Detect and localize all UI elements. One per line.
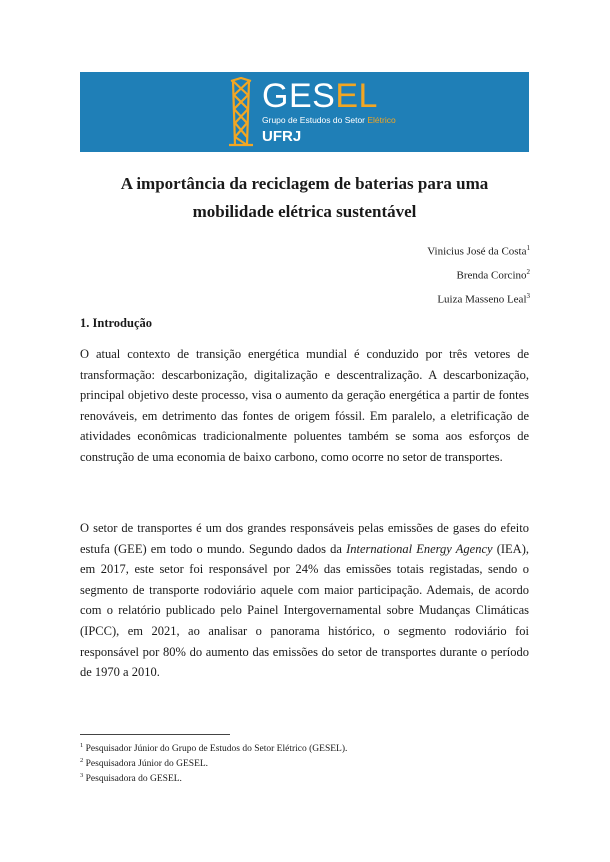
logo-subtitle-highlight: Elétrico — [367, 115, 396, 125]
footnotes — [80, 740, 347, 785]
author-footnote-mark: 3 — [526, 292, 530, 300]
paragraph-1: O atual contexto de transição energética mundial é conduzido por três vetores de transformação: descarbonização, digitalização e descentralização. A descarbonização, principal objetivo deste processo, visa o aumento da geração energética a partir de fontes renováveis, em detrimento das fontes de origem fóssil. Em paralelo, a eletrificação de atividades econômicas tradicionalmente poluentes também se soma aos esforços de construção de uma economia de baixo carbono, como ocorre no setor de transportes. — [80, 347, 529, 464]
title-line-1: A importância da reciclagem de baterias para uma — [120, 174, 489, 193]
footnote-text: Pesquisadora do GESEL. — [83, 774, 182, 785]
author-name: Vinicius José da Costa — [427, 245, 527, 258]
footnote-text: Pesquisadora Júnior do GESEL. — [83, 759, 209, 770]
author-name: Brenda Corcino — [456, 269, 527, 282]
header-banner — [80, 72, 529, 152]
author-3 — [437, 292, 530, 306]
logo-subtitle-main: Grupo de Estudos do Setor — [262, 115, 368, 125]
footnote-mark: 2 — [80, 757, 84, 765]
section-heading: 1. Introdução — [80, 316, 153, 330]
paragraph-2-part-b: (IEA), em 2017, este setor foi responsável por 24% das emissões totais registadas, sendo o segmento de transporte rodoviário aquele com maior participação. Ademais, de acordo com o relatório publicado pelo Painel Intergovernamental sobre Mudanças Climáticas (IPCC), em 2021, ao analisar o panorama histórico, o segmento rodoviário foi responsável por 80% do aumento das emissões do setor de transportes durante o período de 1970 a 2010. — [80, 541, 529, 680]
logo-el: EL — [335, 77, 378, 115]
author-name: Luiza Masseno Leal — [437, 293, 527, 306]
author-2 — [457, 268, 530, 282]
footnote-mark: 3 — [80, 772, 84, 780]
footnote-3 — [80, 770, 347, 785]
title-line-2: mobilidade elétrica sustentável — [192, 202, 417, 221]
paragraph-2-italic: International Energy Agency — [346, 541, 493, 556]
page-title — [80, 170, 529, 226]
logo-ges: GES — [262, 77, 336, 115]
paragraph-2 — [80, 518, 529, 683]
footnote-1 — [80, 740, 347, 755]
paragraph-2-part-a: O setor de transportes é um dos grandes responsáveis pelas emissões de gases do efeito estufa (GEE) em todo o mundo. Segundo dados da — [80, 521, 529, 556]
transmission-tower-icon — [227, 77, 255, 147]
author-1 — [427, 244, 530, 258]
author-footnote-mark: 1 — [526, 244, 530, 252]
footnote-2 — [80, 755, 347, 770]
logo-wordmark — [262, 76, 378, 116]
footnote-mark: 1 — [80, 742, 84, 749]
footnote-text: Pesquisador Júnior do Grupo de Estudos do Setor Elétrico (GESEL). — [83, 744, 348, 755]
author-footnote-mark: 2 — [526, 268, 530, 276]
logo-subtitle — [262, 115, 396, 125]
logo-ufrj: UFRJ — [262, 128, 302, 145]
footnote-divider — [80, 734, 230, 735]
